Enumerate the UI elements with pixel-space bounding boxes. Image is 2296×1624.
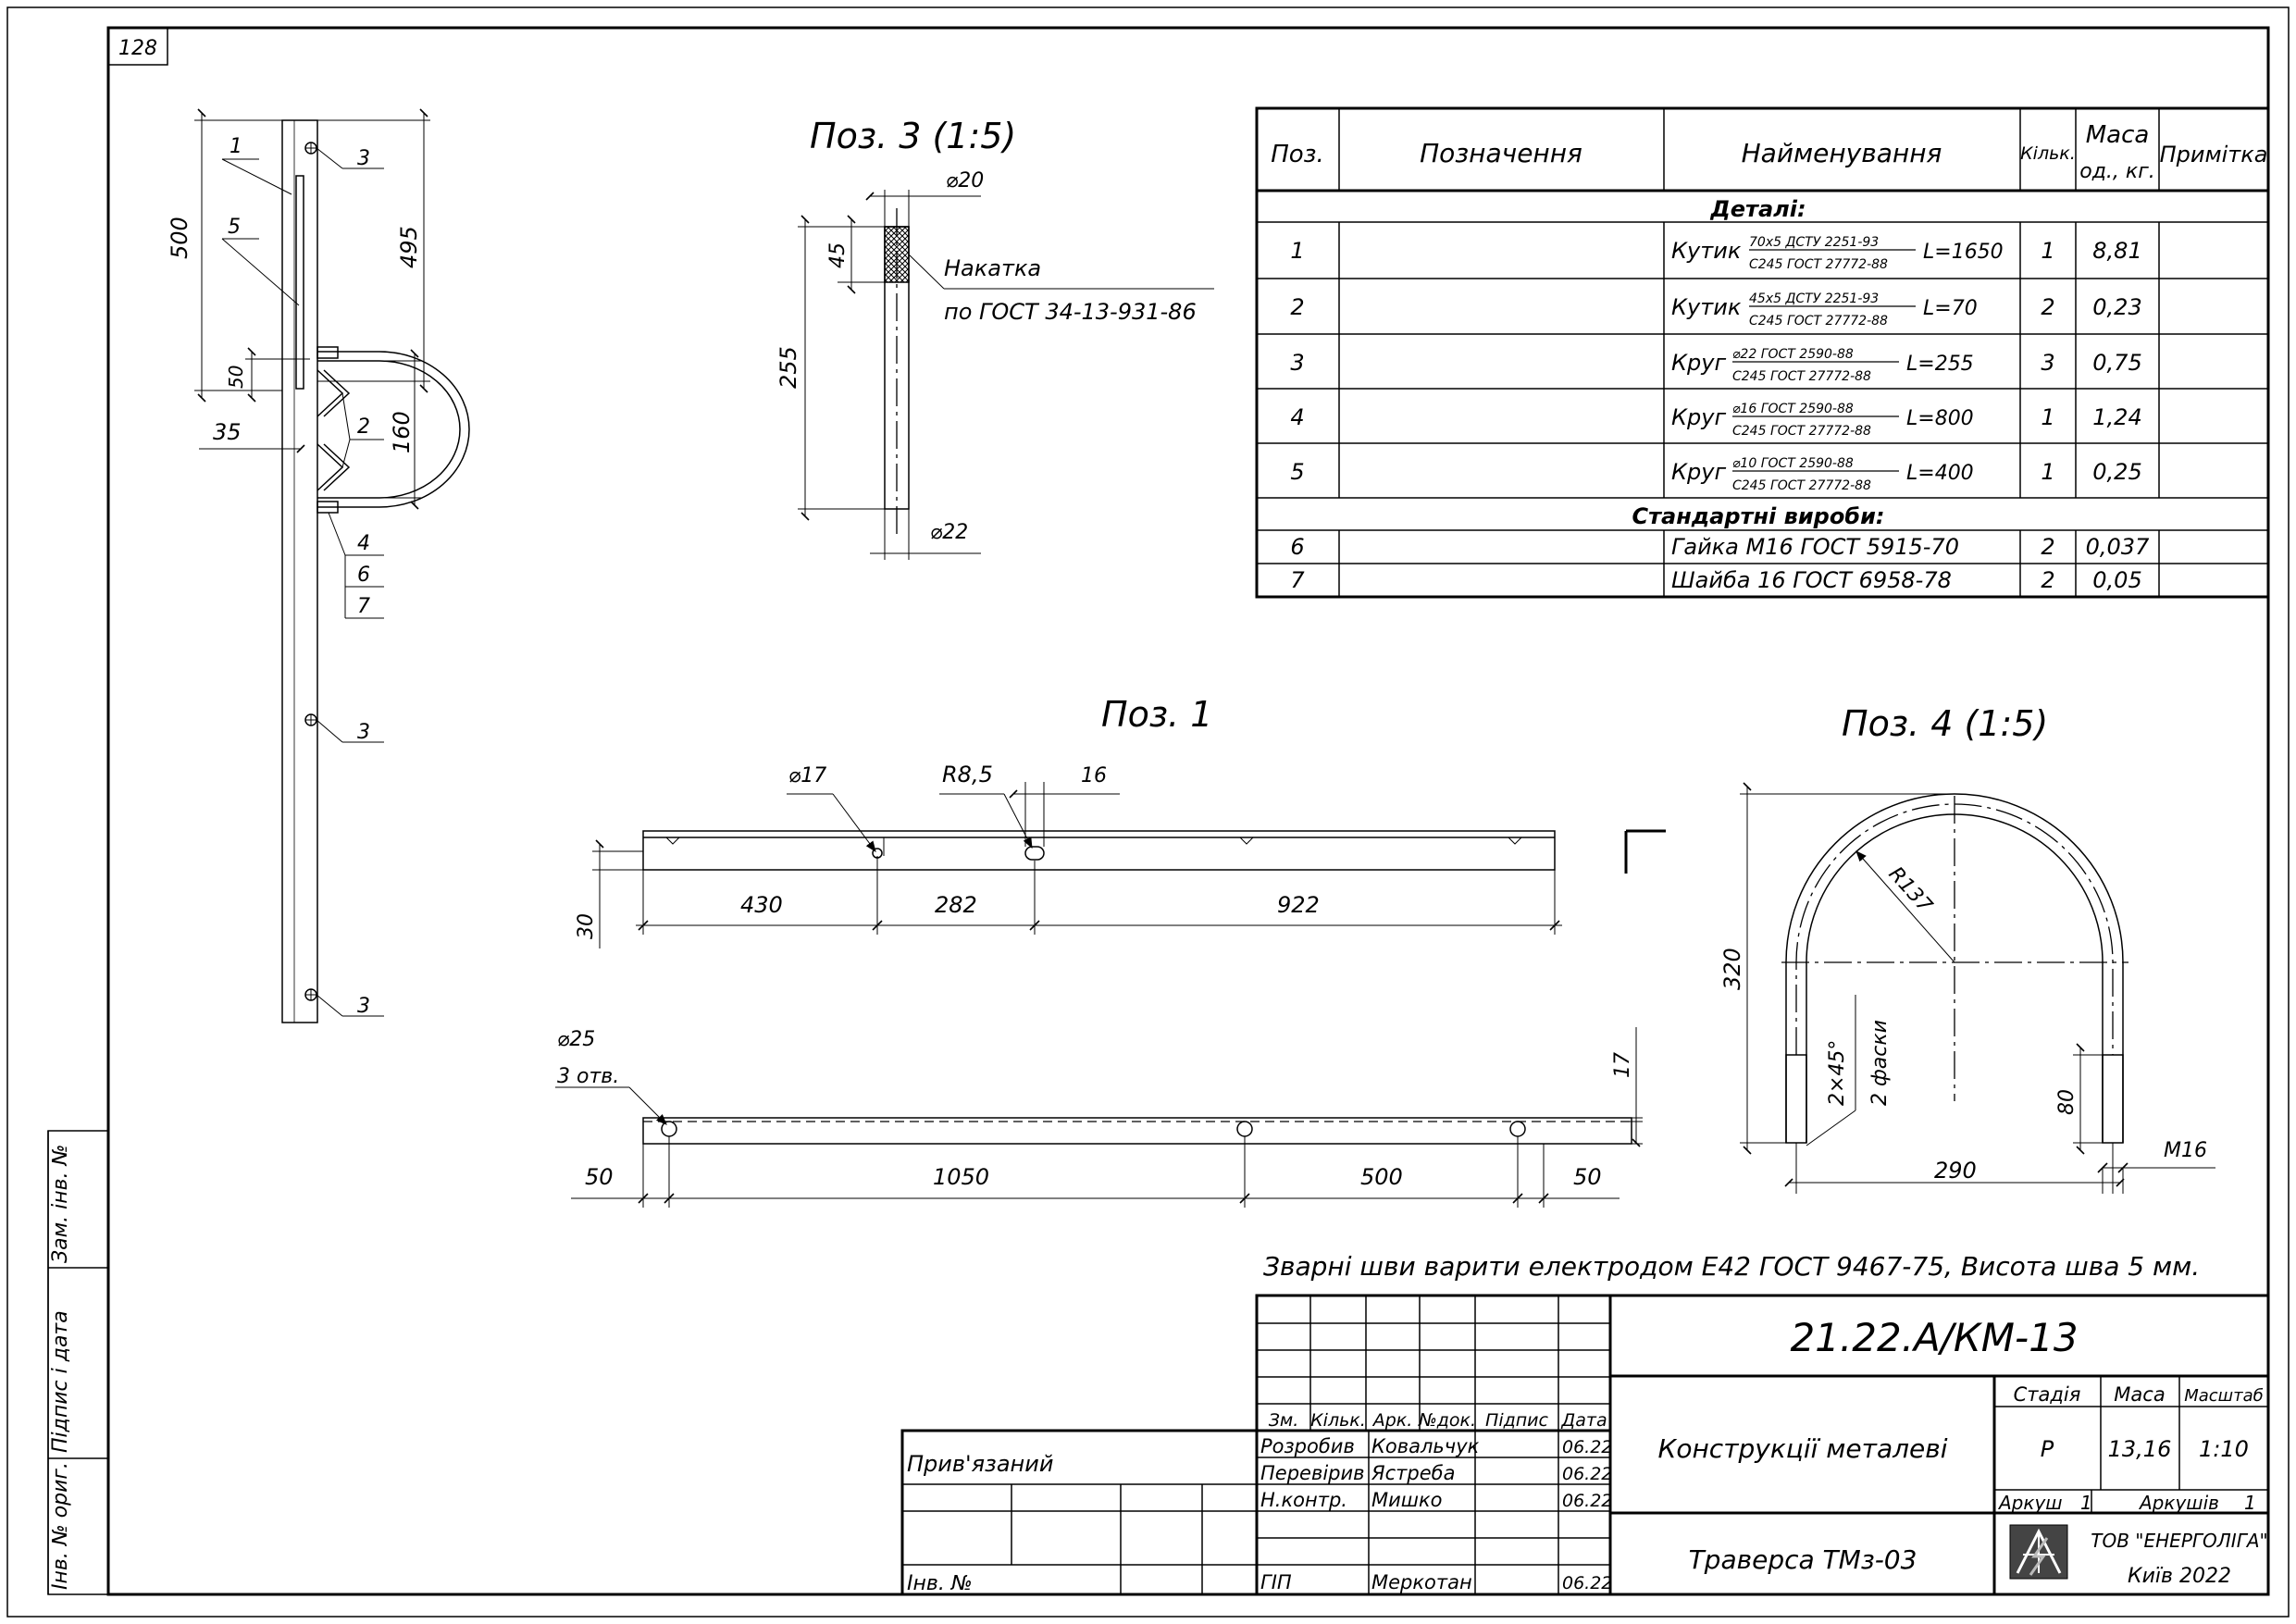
svg-text:⌀17: ⌀17 [788, 764, 827, 787]
spec-steel: С245 ГОСТ 27772-88 [1749, 257, 1888, 272]
poz3-title: Поз. 3 (1:5) [810, 116, 1017, 156]
spec-mass: 0,25 [2092, 459, 2142, 485]
spec-name: Гайка М16 ГОСТ 5915-70 [1671, 534, 1959, 560]
spec-row [1290, 235, 2141, 272]
poz4-title: Поз. 4 (1:5) [1842, 703, 2049, 744]
svg-text:495: 495 [396, 226, 422, 268]
spec-length: L=70 [1923, 297, 1978, 320]
person-name: Ковальчук [1371, 1435, 1480, 1457]
spec-poz: 5 [1290, 459, 1305, 485]
spec-poz: 1 [1290, 238, 1305, 264]
sign-date: 06.22 [1562, 1491, 1613, 1511]
svg-text:⌀25: ⌀25 [557, 1028, 596, 1051]
spec-profile: 45x5 ДСТУ 2251-93 [1749, 291, 1880, 306]
svg-text:50: 50 [1573, 1164, 1602, 1190]
svg-text:255: 255 [776, 346, 801, 389]
sign-date: 06.22 [1562, 1464, 1613, 1484]
spec-table [1257, 108, 2268, 597]
spec-row [1290, 347, 2141, 384]
svg-text:R137: R137 [1883, 862, 1937, 918]
svg-text:Кільк.: Кільк. [1310, 1410, 1366, 1431]
svg-text:2×45°: 2×45° [1826, 1039, 1849, 1106]
company-logo [2010, 1525, 2067, 1579]
svg-text:Накатка: Накатка [944, 255, 1042, 281]
angle-pos2-a [317, 370, 342, 416]
spec-length: L=800 [1906, 407, 1974, 430]
svg-text:Примітка: Примітка [2159, 142, 2268, 167]
spec-length: L=255 [1906, 353, 1974, 376]
spec-steel: С245 ГОСТ 27772-88 [1749, 314, 1888, 329]
signature-row [1260, 1489, 1612, 1511]
spec-name: Круг [1671, 459, 1727, 485]
svg-text:500: 500 [1360, 1164, 1403, 1190]
svg-text:Поз.: Поз. [1271, 141, 1324, 168]
svg-text:50: 50 [225, 365, 247, 389]
svg-text:1:10: 1:10 [2199, 1436, 2249, 1462]
spec-qty: 1 [2041, 404, 2055, 430]
svg-text:Інв. №: Інв. № [907, 1572, 973, 1595]
svg-text:2 фаски: 2 фаски [1868, 1020, 1892, 1106]
svg-text:282: 282 [935, 892, 977, 918]
spec-poz: 3 [1290, 350, 1305, 376]
person-name: Мишко [1371, 1489, 1443, 1511]
svg-text:⌀22: ⌀22 [930, 521, 969, 544]
svg-text:Зм.: Зм. [1268, 1410, 1299, 1431]
poz1-title: Поз. 1 [1101, 694, 1213, 735]
svg-text:од., кг.: од., кг. [2079, 160, 2155, 183]
svg-text:1: 1 [2244, 1492, 2256, 1514]
signature-row [1260, 1462, 1612, 1484]
svg-text:17: 17 [1611, 1052, 1634, 1078]
svg-text:6: 6 [357, 564, 370, 587]
spec-mass: 1,24 [2092, 404, 2142, 430]
role: Н.контр. [1260, 1489, 1347, 1511]
svg-text:1: 1 [230, 135, 242, 158]
svg-text:30: 30 [575, 913, 598, 939]
svg-text:3: 3 [357, 721, 370, 744]
svg-text:Найменування: Найменування [1741, 138, 1942, 168]
svg-text:Київ 2022: Київ 2022 [2128, 1565, 2231, 1588]
svg-text:Маса: Маса [2114, 1383, 2166, 1406]
spec-profile: ⌀22 ГОСТ 2590-88 [1732, 347, 1854, 362]
svg-text:500: 500 [167, 217, 192, 259]
assembly-view [167, 113, 469, 1023]
angle-pos2-b [317, 444, 342, 490]
spec-qty: 2 [2041, 567, 2055, 593]
spec-steel: С245 ГОСТ 27772-88 [1732, 369, 1871, 384]
pidpys-data-label: Підпис і дата [49, 1310, 72, 1453]
svg-text:№док.: №док. [1418, 1410, 1477, 1431]
svg-text:Арк.: Арк. [1372, 1410, 1413, 1431]
rod-pos5 [296, 176, 304, 389]
sign-date: 06.22 [1562, 1437, 1613, 1457]
svg-text:320: 320 [1719, 948, 1745, 990]
role: Розробив [1260, 1435, 1355, 1457]
thread-right [2103, 1055, 2123, 1143]
svg-text:Стадія: Стадія [2013, 1383, 2081, 1406]
poz1-view [555, 694, 1666, 1208]
svg-text:Аркуш: Аркуш [1999, 1492, 2063, 1514]
svg-text:⌀20: ⌀20 [946, 169, 985, 192]
svg-text:Дата: Дата [1561, 1410, 1607, 1431]
spec-row [1290, 291, 2141, 329]
svg-text:13,16: 13,16 [2107, 1436, 2172, 1462]
spec-qty: 1 [2041, 238, 2055, 264]
svg-text:Траверса ТМз-03: Траверса ТМз-03 [1688, 1544, 1917, 1575]
svg-text:Р: Р [2040, 1436, 2054, 1462]
spec-name: Круг [1671, 350, 1727, 376]
person-name: Меркотан [1371, 1571, 1472, 1593]
spec-qty: 3 [2041, 350, 2055, 376]
sheet-number: 128 [118, 37, 157, 60]
role: Перевірив [1260, 1462, 1365, 1484]
svg-text:2: 2 [357, 415, 370, 439]
spec-std-row [1290, 534, 2150, 560]
role: ГІП [1260, 1571, 1292, 1593]
spec-qty: 2 [2041, 534, 2055, 560]
spec-profile: 70x5 ДСТУ 2251-93 [1749, 235, 1880, 250]
svg-text:Масштаб: Масштаб [2184, 1386, 2264, 1406]
spec-name: Круг [1671, 404, 1727, 430]
spec-mass: 0,05 [2092, 567, 2142, 593]
spec-name: Кутик [1671, 294, 1742, 320]
spec-mass: 8,81 [2092, 238, 2142, 264]
svg-text:16: 16 [1081, 764, 1107, 787]
svg-text:3: 3 [357, 995, 370, 1018]
angle-pos1 [282, 120, 317, 1023]
spec-profile: ⌀16 ГОСТ 2590-88 [1732, 402, 1854, 416]
spec-name: Шайба 16 ГОСТ 6958-78 [1671, 567, 1952, 593]
signature-row [1260, 1435, 1612, 1457]
poz3-view [776, 116, 1214, 560]
svg-text:35: 35 [213, 419, 242, 445]
svg-text:R8,5: R8,5 [942, 762, 993, 787]
spec-qty: 2 [2041, 294, 2055, 320]
spec-profile: ⌀10 ГОСТ 2590-88 [1732, 456, 1854, 471]
inv-orig-label: Інв. № ориг. [49, 1462, 72, 1590]
spec-row [1290, 456, 2141, 493]
svg-text:Прив'язаний: Прив'язаний [907, 1451, 1054, 1477]
person-name: Ястреба [1371, 1462, 1456, 1484]
spec-poz: 6 [1290, 534, 1305, 560]
svg-text:M16: M16 [2164, 1139, 2207, 1162]
svg-text:Позначення: Позначення [1420, 138, 1582, 168]
svg-text:5: 5 [228, 216, 241, 239]
spec-poz: 4 [1290, 404, 1305, 430]
svg-text:по ГОСТ 34-13-931-86: по ГОСТ 34-13-931-86 [944, 299, 1197, 325]
spec-row [1290, 402, 2141, 439]
svg-text:7: 7 [357, 595, 370, 618]
svg-text:Стандартні вироби:: Стандартні вироби: [1632, 503, 1885, 529]
svg-text:290: 290 [1934, 1158, 1977, 1184]
svg-text:922: 922 [1277, 892, 1320, 918]
spec-length: L=1650 [1923, 241, 2004, 264]
doc-code: 21.22.А/КМ-13 [1790, 1315, 2079, 1360]
svg-text:1050: 1050 [933, 1164, 990, 1190]
weld-note: Зварні шви варити електродом Е42 ГОСТ 9467-75, Висота шва 5 мм. [1263, 1251, 2201, 1282]
spec-steel: С245 ГОСТ 27772-88 [1732, 424, 1871, 439]
side-stamp [48, 1131, 108, 1594]
svg-text:Аркушів: Аркушів [2140, 1492, 2219, 1514]
svg-text:ТОВ "ЕНЕРГОЛІГА": ТОВ "ЕНЕРГОЛІГА" [2091, 1530, 2268, 1552]
svg-text:Маса: Маса [2085, 121, 2150, 149]
svg-text:80: 80 [2055, 1089, 2079, 1115]
spec-mass: 0,75 [2092, 350, 2142, 376]
title-block [902, 1295, 2268, 1595]
svg-text:50: 50 [585, 1164, 614, 1190]
spec-mass: 0,037 [2085, 534, 2150, 560]
spec-name: Кутик [1671, 238, 1742, 264]
svg-text:4: 4 [357, 532, 370, 555]
svg-text:Конструкції металеві: Конструкції металеві [1657, 1433, 1948, 1464]
zam-inv-label: Зам. інв. № [49, 1144, 72, 1263]
svg-text:Підпис: Підпис [1485, 1410, 1548, 1431]
signature-row [1260, 1571, 1612, 1593]
svg-text:45: 45 [826, 242, 850, 268]
sign-date: 06.22 [1562, 1573, 1613, 1593]
spec-poz: 2 [1290, 294, 1305, 320]
spec-mass: 0,23 [2092, 294, 2142, 320]
svg-text:160: 160 [389, 411, 415, 453]
svg-text:3 отв.: 3 отв. [557, 1065, 620, 1088]
spec-qty: 1 [2041, 459, 2055, 485]
svg-text:Кільк.: Кільк. [2020, 143, 2076, 164]
svg-text:430: 430 [740, 892, 783, 918]
poz4-view [1719, 703, 2215, 1194]
svg-text:Деталі:: Деталі: [1710, 196, 1806, 222]
thread-left [1786, 1055, 1806, 1143]
svg-text:3: 3 [357, 147, 370, 170]
spec-poz: 7 [1290, 567, 1305, 593]
svg-text:1: 1 [2080, 1492, 2092, 1514]
spec-steel: С245 ГОСТ 27772-88 [1732, 478, 1871, 493]
spec-std-row [1290, 567, 2141, 593]
spec-length: L=400 [1906, 462, 1974, 485]
